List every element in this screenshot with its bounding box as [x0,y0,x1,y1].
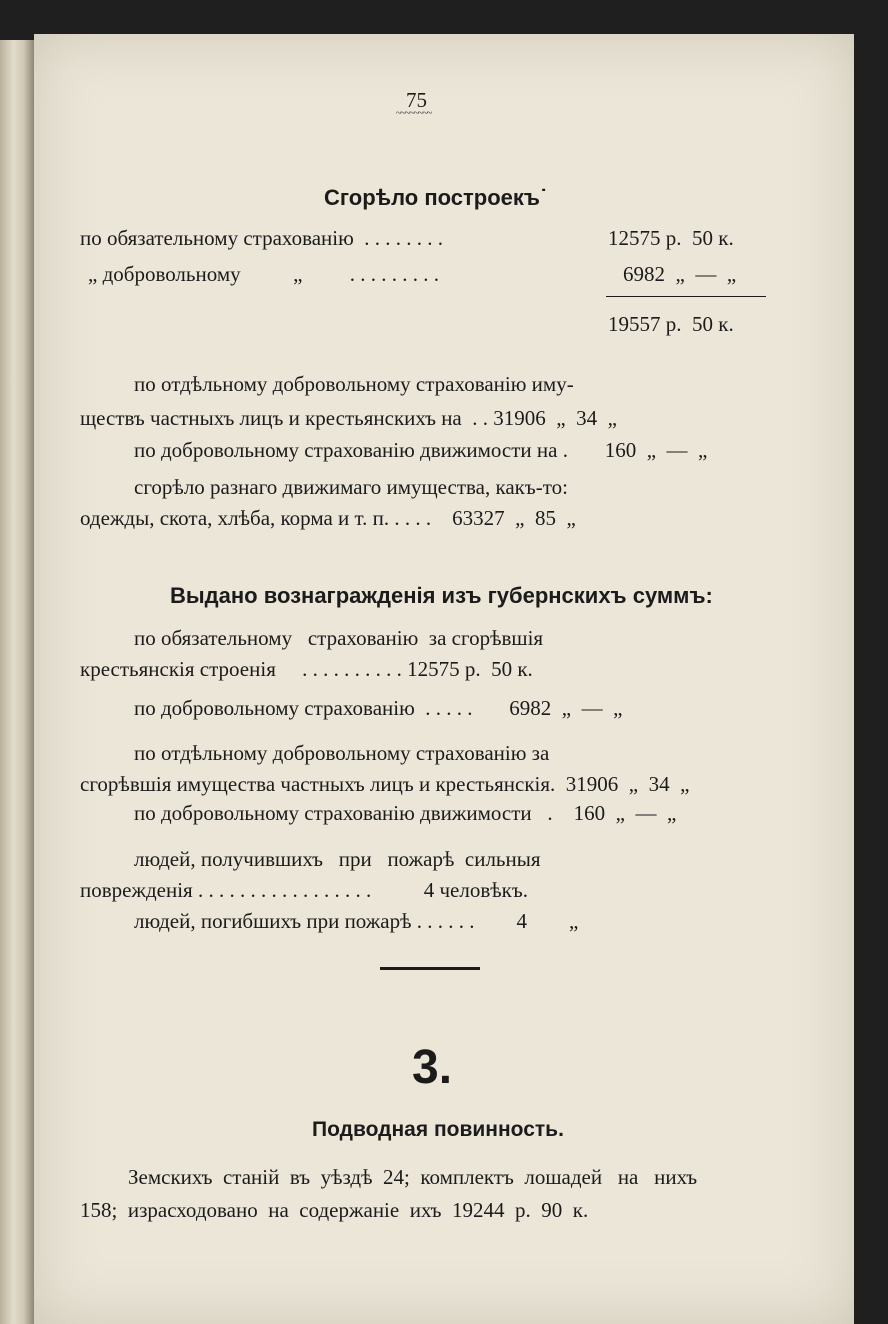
comp-line-7: людей, получившихъ при пожарѣ сильныя [134,847,541,871]
total-amount: 19557 р. 50 к. [608,312,734,336]
comp-line-2: крестьянскія строенія . . . . . . . . . . 12575 р. 50 к. [80,657,533,681]
row-voluntary-amount: 6982 „ — „ [623,262,737,286]
comp-line-3: по добровольному страхованію . . . . . 6982 „ — „ [134,696,623,720]
extra-line-2: ществъ частныхъ лицъ и крестьянскихъ на . . 31906 „ 34 „ [80,406,617,430]
transport-line-2: 158; израсходовано на содержаніе ихъ 19244 р. 90 к. [80,1198,589,1222]
page-number-ornament: ~~~~~~~~ [396,108,432,119]
section-heading-burned-buildings: Сгорѣло построекъ˙ [324,185,548,210]
row-voluntary-label: „ добровольному „ . . . . . . . . . [88,262,439,286]
extra-line-3: по добровольному страхованію движимости на . 160 „ — „ [134,438,708,462]
sum-rule [606,296,766,297]
transport-line-1: Земскихъ станій въ уѣздѣ 24; комплектъ лошадей на нихъ [128,1165,698,1189]
comp-line-5: сгорѣвшія имущества частныхъ лицъ и крестьянскія. 31906 „ 34 „ [80,772,690,796]
section-heading-transport-duty: Подводная повинность. [312,1118,564,1141]
comp-line-9: людей, погибшихъ при пожарѣ . . . . . . 4 „ [134,909,579,933]
comp-line-1: по обязательному страхованію за сгорѣвшія [134,626,544,650]
row-mandatory-amount: 12575 р. 50 к. [608,226,734,250]
comp-line-4: по отдѣльному добровольному страхованію за [134,741,550,765]
page-number: 75 [406,88,427,112]
section-heading-compensation: Выдано вознагражденія изъ губернскихъ суммъ: [170,583,713,608]
section-divider [380,967,480,970]
row-mandatory-label: по обязательному страхованію . . . . . . . . [80,226,444,250]
comp-line-8: поврежденія . . . . . . . . . . . . . . . . . 4 человѣкъ. [80,878,528,902]
comp-line-6: по добровольному страхованію движимости . 160 „ — „ [134,801,677,825]
section-number: 3. [412,1041,453,1094]
extra-line-5: одежды, скота, хлѣба, корма и т. п. . . . . 63327 „ 85 „ [80,506,576,530]
document-page [34,34,854,1324]
extra-line-4: сгорѣло разнаго движимаго имущества, какъ-то: [134,475,568,499]
extra-line-1: по отдѣльному добровольному страхованію иму- [134,372,574,396]
book-spine [0,40,34,1324]
